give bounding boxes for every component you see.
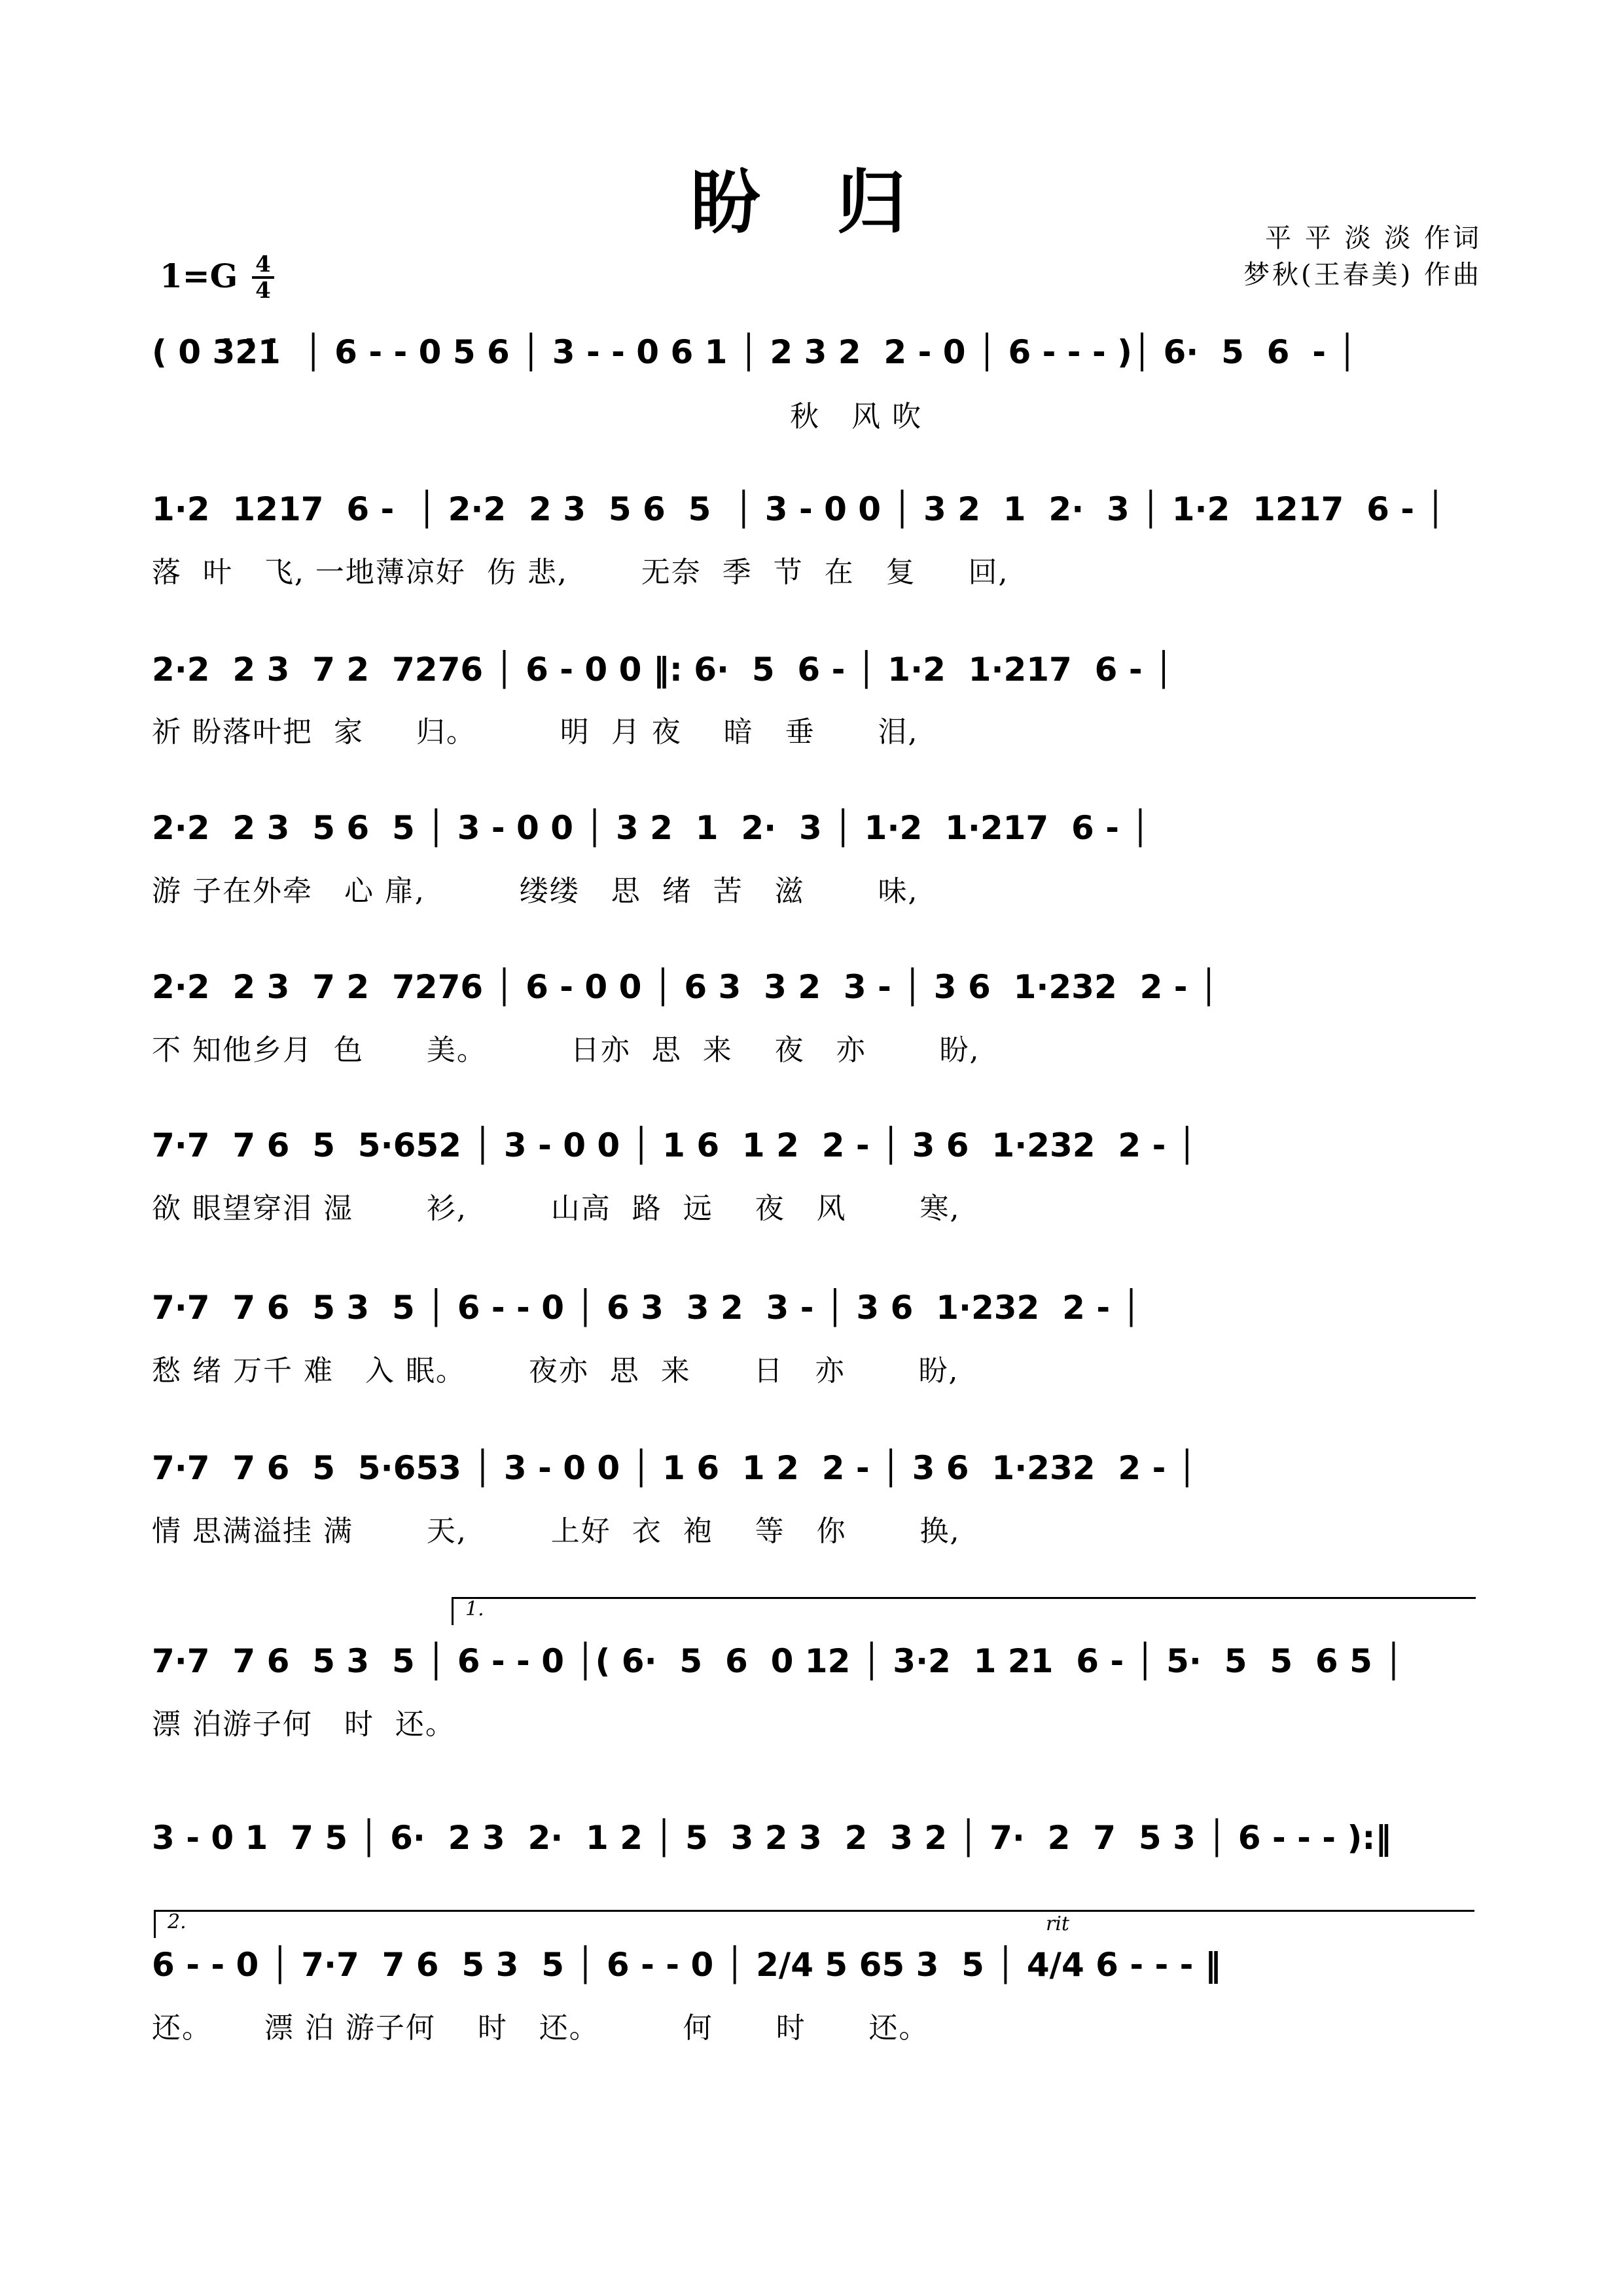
score-row-5: [152, 967, 1487, 1007]
lyrics-row-1: 秋 风 吹: [152, 400, 923, 433]
volta-first-label: 1.: [465, 1598, 484, 1621]
notes-row-7: 7·7 7 6 5 3 5 │ 6 - - 0 │ 6 3 3 2 3 - │ 3 6 1·232 2 - │: [152, 1289, 1141, 1327]
score-row-2: [152, 490, 1487, 529]
notes-row-5: 2·2 2 3 7 2 7276 │ 6 - 0 0 │ 6 3 3 2 3 - │ 3 6 1·232 2 - │: [152, 968, 1219, 1006]
key-signature: 1=G: [160, 257, 238, 295]
notes-row-4: 2·2 2 3 5 6 5 │ 3 - 0 0 │ 3 2 1 2· 3 │ 1·2 1·217 6 - │: [152, 809, 1150, 847]
score-row-3: [152, 650, 1487, 689]
notes-row-11: 6 - - 0 │ 7·7 7 6 5 3 5 │ 6 - - 0 │ 2/4 5 65 3 5 │ 4/4 6 - - - ‖: [152, 1946, 1221, 1984]
volta-first-ending: [452, 1597, 1476, 1625]
lyrics-row-6: 欲 眼望穿泪 湿 衫, 山高 路 远 夜 风 寒,: [152, 1192, 961, 1225]
volta-second-ending: [154, 1910, 1474, 1938]
score-row-9: [152, 1641, 1487, 1681]
notes-row-2: 1·2 1217 6 - │ 2·2 2 3 5 6 5 │ 3 - 0 0 │ 3 2 1 2· 3 │ 1·2 1217 6 - │: [152, 490, 1446, 528]
score-row-6: [152, 1126, 1487, 1165]
notes-row-3: 2·2 2 3 7 2 7276 │ 6 - 0 0 ‖: 6· 5 6 - │ 1·2 1·217 6 - │: [152, 651, 1174, 689]
score-row-4: [152, 808, 1487, 848]
score-row-7: [152, 1288, 1487, 1327]
lyrics-row-9: 漂 泊游子何 时 还。: [152, 1708, 455, 1741]
lyrics-row-3: 祈 盼落叶把 家 归。 明 月 夜 暗 垂 泪,: [152, 715, 919, 749]
score-row-1: [152, 332, 1487, 372]
score-row-10: [152, 1818, 1487, 1857]
notes-row-8: 7·7 7 6 5 5·653 │ 3 - 0 0 │ 1 6 1 2 2 - │ 3 6 1·232 2 - │: [152, 1449, 1197, 1487]
volta-second-label: 2.: [168, 1910, 187, 1933]
lyrics-row-4: 游 子在外牵 心 扉, 缕缕 思 绪 苦 滋 味,: [152, 874, 919, 908]
score-row-11: [152, 1945, 1487, 1984]
notes-row-10: 3 - 0 1 7 5 │ 6· 2 3 2· 1 2 │ 5 3 2 3 2 3 2 │ 7· 2 7 5 3 │ 6 - - - ):‖: [152, 1819, 1392, 1857]
notes-row-6: 7·7 7 6 5 5·652 │ 3 - 0 0 │ 1 6 1 2 2 - │ 3 6 1·232 2 - │: [152, 1126, 1197, 1164]
notes-row-9: 7·7 7 6 5 3 5 │ 6 - - 0 │( 6· 5 6 0 12 │ 3·2 1 21 6 - │ 5· 5 5 6 5 │: [152, 1642, 1404, 1680]
lyrics-row-8: 情 思满溢挂 满 天, 上好 衣 袍 等 你 换,: [152, 1515, 961, 1548]
lyrics-row-2: 落 叶 飞, 一地薄凉好 伤 悲, 无奈 季 节 在 复 回,: [152, 556, 1009, 589]
composer-credit: 梦秋(王春美) 作曲: [1243, 260, 1482, 290]
song-title: 盼 归: [690, 161, 933, 243]
lyricist-credit: 平 平 淡 淡 作词: [1265, 223, 1482, 253]
meter-bottom: 4: [255, 278, 271, 304]
notes-row-1: ( 0 3̇2̇1̇ │ 6 - - 0 5 6 │ 3 - - 0 6 1 │ 2 3 2 2 - 0 │ 6 - - - )│ 6· 5 6 - │: [152, 333, 1357, 371]
meter-top: 4: [255, 251, 271, 278]
time-signature: [252, 253, 274, 302]
rit-marking: rit: [1046, 1912, 1069, 1935]
lyrics-row-5: 不 知他乡月 色 美。 日亦 思 来 夜 亦 盼,: [152, 1033, 980, 1067]
lyrics-row-7: 愁 绪 万千 难 入 眠。 夜亦 思 来 日 亦 盼,: [152, 1354, 959, 1388]
score-row-8: [152, 1448, 1487, 1488]
lyrics-row-11: 还。 漂 泊 游子何 时 还。 何 时 还。: [152, 2011, 929, 2045]
